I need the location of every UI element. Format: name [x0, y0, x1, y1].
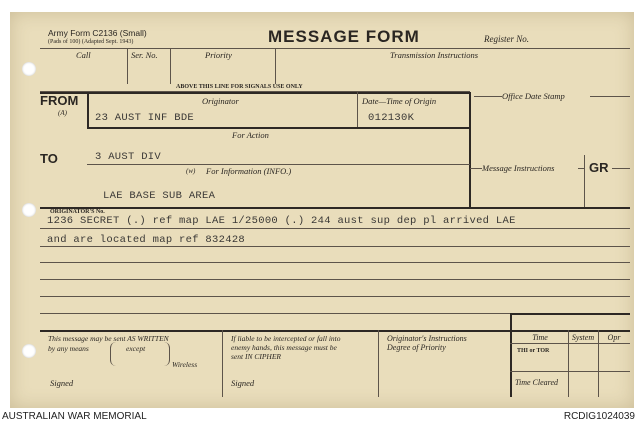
serno-divider — [170, 48, 171, 84]
msg-line-rule-6 — [40, 313, 510, 314]
date-time-label: Date—Time of Origin — [362, 96, 437, 106]
cipher-line-1: If liable to be intercepted or fall into — [231, 334, 341, 343]
register-no-label: Register No. — [484, 34, 529, 44]
originator-value: 23 AUST INF BDE — [95, 112, 195, 124]
to-value: 3 AUST DIV — [95, 151, 162, 163]
message-line-2: and are located map ref 832428 — [47, 234, 246, 246]
time-box-left — [510, 313, 512, 397]
opr-header: Opr — [607, 333, 621, 342]
msg-instr-rule — [470, 168, 482, 169]
priority-divider — [275, 48, 276, 84]
written-line-1: This message may be sent AS WRITTEN — [48, 334, 169, 343]
punch-hole-middle — [22, 203, 36, 217]
msg-line-rule-2 — [40, 246, 630, 247]
from-left-rule — [87, 92, 89, 128]
time-header: Time — [532, 333, 548, 342]
gr-divider — [584, 155, 585, 208]
degree-priority-label: Degree of Priority — [387, 343, 446, 352]
pads-label: (Pads of 100) (Adapted Sept. 1943) — [48, 39, 134, 45]
time-mid-rule — [510, 371, 630, 372]
for-info-label: For Information (INFO.) — [206, 166, 292, 176]
signed2-label: Signed — [231, 378, 255, 388]
time-box-top — [510, 313, 630, 315]
gr-rule-right — [612, 168, 630, 169]
w-label: (w) — [186, 167, 196, 175]
call-divider — [127, 48, 128, 84]
to-rule — [87, 164, 470, 165]
orig-instr-label: Originator's Instructions — [387, 334, 467, 343]
transmission-label: Transmission Instructions — [390, 50, 479, 60]
info-value: LAE BASE SUB AREA — [103, 190, 216, 202]
form-title: MESSAGE FORM — [268, 27, 420, 46]
ser-no-label: Ser. No. — [131, 50, 158, 60]
originator-label: Originator — [202, 96, 239, 106]
msg-line-rule-3 — [40, 262, 630, 263]
header-rule — [40, 48, 630, 49]
originators-no-label: ORIGINATOR'S No. — [50, 209, 105, 215]
stamp-rule — [474, 96, 502, 97]
cipher-line-2: enemy hands, this message must be — [231, 343, 337, 352]
except-label: except — [126, 344, 146, 353]
msg-line-rule-5 — [40, 296, 630, 297]
message-line-1: 1236 SECRET (.) ref map LAE 1/25000 (.) 244 aust sup dep pl arrived LAE — [47, 215, 516, 227]
time-header-rule — [510, 343, 630, 344]
date-time-value: 012130K — [368, 112, 415, 124]
written-line-2: by any means — [48, 344, 89, 353]
msg-line-rule-4 — [40, 279, 630, 280]
for-action-label: For Action — [232, 130, 269, 140]
system-header: System — [571, 333, 595, 342]
from-label: FROM — [40, 93, 79, 108]
gr-label: GR — [589, 160, 609, 175]
bottom-divider-2 — [378, 330, 379, 397]
message-top-rule — [40, 207, 630, 209]
wireless-label: Wireless — [172, 360, 198, 369]
call-label: Call — [76, 50, 91, 60]
office-date-stamp-label: Office Date Stamp — [474, 91, 565, 101]
footer-right: RCDIG1024039 — [563, 411, 635, 422]
time-cleared-label: Time Cleared — [515, 378, 559, 387]
signed-label: Signed — [50, 378, 74, 388]
stamp-rule-right — [590, 96, 630, 97]
from-top-rule — [40, 92, 470, 94]
signals-line-label: ABOVE THIS LINE FOR SIGNALS USE ONLY — [176, 84, 303, 90]
cipher-line-3: sent IN CIPHER — [231, 352, 281, 361]
from-bottom-rule — [87, 127, 470, 129]
a-label: (A) — [58, 109, 67, 117]
punch-hole-top — [22, 62, 36, 76]
bottom-top-rule — [40, 330, 630, 332]
message-instructions-label: Message Instructions — [482, 163, 555, 173]
footer-left: AUSTRALIAN WAR MEMORIAL — [2, 411, 147, 422]
msg-line-rule-1 — [40, 228, 630, 229]
army-form-label: Army Form C2136 (Small) — [48, 28, 147, 38]
thi-tor-label: THI or TOR — [517, 348, 550, 354]
bottom-divider-1 — [222, 330, 223, 397]
punch-hole-bottom — [22, 344, 36, 358]
to-label: TO — [40, 151, 58, 166]
originator-divider — [357, 92, 358, 128]
priority-label: Priority — [205, 50, 232, 60]
main-right-rule — [469, 92, 471, 208]
